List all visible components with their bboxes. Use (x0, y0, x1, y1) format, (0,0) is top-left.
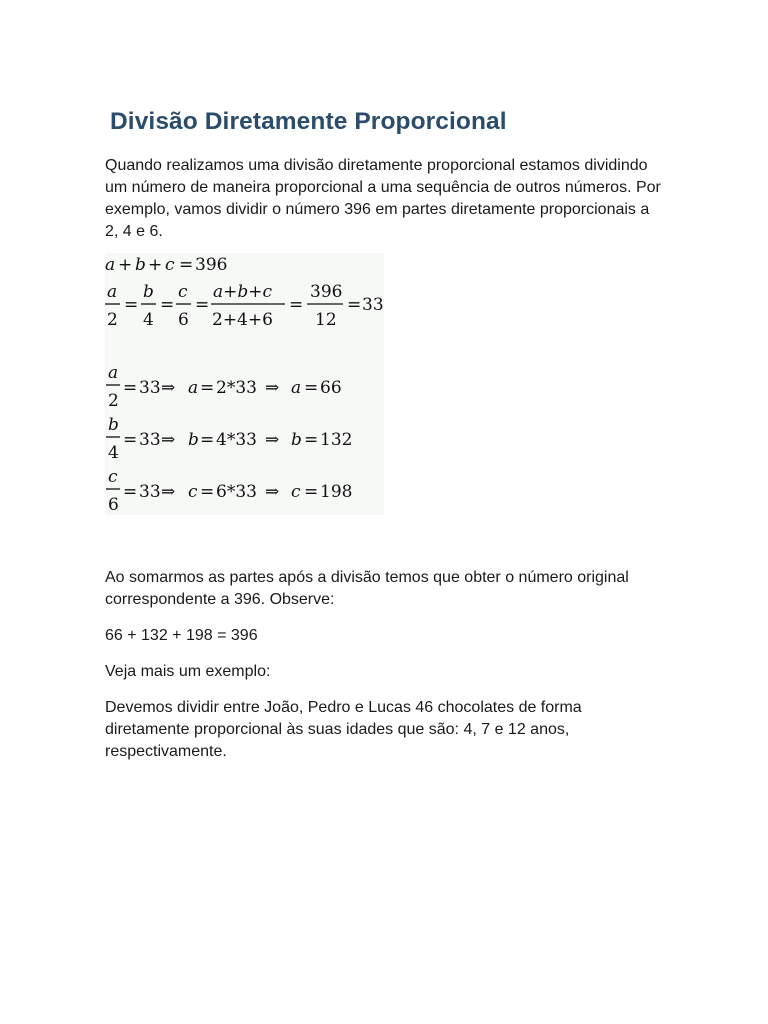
svg-text:=: = (347, 295, 362, 315)
svg-text:132: 132 (320, 430, 353, 450)
svg-text:33: 33 (139, 378, 161, 398)
svg-text:a: a (105, 255, 116, 275)
svg-text:b: b (291, 430, 302, 450)
svg-text:c: c (188, 482, 198, 502)
svg-text:2: 2 (107, 310, 118, 330)
svg-text:4: 4 (143, 310, 154, 330)
svg-text:c: c (108, 467, 118, 487)
svg-text:c: c (178, 282, 188, 302)
svg-text:⇒: ⇒ (265, 482, 280, 502)
math-equations-image (105, 253, 384, 515)
equation-solution-c (106, 467, 352, 515)
svg-text:b: b (188, 430, 199, 450)
svg-text:⇒: ⇒ (161, 378, 176, 398)
svg-text:a+b+c: a+b+c (213, 282, 273, 302)
svg-text:6: 6 (108, 495, 119, 515)
sum-verification: 66 + 132 + 198 = 396 (105, 627, 258, 644)
equation-sum (105, 255, 227, 275)
svg-text:c: c (165, 255, 175, 275)
svg-text:=: = (304, 482, 319, 502)
svg-text:12: 12 (315, 310, 337, 330)
svg-text:a: a (108, 363, 119, 383)
svg-text:⇒: ⇒ (161, 482, 176, 502)
svg-text:2+4+6: 2+4+6 (212, 310, 273, 330)
intro-paragraph: Quando realizamos uma divisão diretamente proporcional estamos dividindo um número de maneira proporcional a uma sequência de outros números. Por exemplo, vamos dividir o número 396 em partes diretamente proporcionais a 2, 4 e 6. (105, 157, 661, 240)
svg-text:⇒: ⇒ (265, 430, 280, 450)
svg-text:a: a (291, 378, 302, 398)
svg-text:+: + (148, 255, 163, 275)
svg-text:33: 33 (139, 482, 161, 502)
svg-text:2: 2 (108, 391, 119, 411)
example-paragraph: Devemos dividir entre João, Pedro e Lucas 46 chocolates de forma diretamente proporcional às suas idades que são: 4, 7 e 12 anos, respectivamente. (105, 699, 582, 760)
svg-text:=: = (124, 295, 139, 315)
svg-text:=: = (200, 430, 215, 450)
svg-text:396: 396 (195, 255, 228, 275)
equation-solution-b (106, 415, 352, 463)
svg-text:=: = (200, 482, 215, 502)
svg-text:=: = (200, 378, 215, 398)
svg-text:=: = (304, 430, 319, 450)
svg-text:=: = (179, 255, 194, 275)
document-page (105, 100, 665, 763)
svg-text:a: a (107, 282, 118, 302)
svg-text:198: 198 (320, 482, 353, 502)
svg-text:2*33: 2*33 (216, 378, 257, 398)
svg-text:33: 33 (362, 295, 384, 315)
svg-text:=: = (195, 295, 210, 315)
svg-text:4: 4 (108, 443, 119, 463)
svg-text:66: 66 (320, 378, 342, 398)
svg-text:a: a (188, 378, 199, 398)
svg-text:b: b (135, 255, 146, 275)
equation-proportion (105, 282, 384, 330)
equation-solution-a (106, 363, 342, 411)
svg-text:=: = (123, 378, 138, 398)
svg-text:=: = (304, 378, 319, 398)
svg-text:⇒: ⇒ (161, 430, 176, 450)
another-example-heading: Veja mais um exemplo: (105, 663, 271, 680)
svg-text:=: = (123, 482, 138, 502)
svg-text:=: = (160, 295, 175, 315)
svg-text:+: + (118, 255, 133, 275)
page-title: Divisão Diretamente Proporcional (110, 108, 507, 135)
svg-text:4*33: 4*33 (216, 430, 257, 450)
svg-text:6: 6 (178, 310, 189, 330)
svg-text:33: 33 (139, 430, 161, 450)
svg-text:c: c (291, 482, 301, 502)
svg-text:6*33: 6*33 (216, 482, 257, 502)
after-math-paragraph: Ao somarmos as partes após a divisão temos que obter o número original correspondente a 396. Observe: (105, 569, 629, 608)
svg-text:⇒: ⇒ (265, 378, 280, 398)
svg-text:=: = (123, 430, 138, 450)
svg-text:b: b (143, 282, 154, 302)
svg-text:b: b (108, 415, 119, 435)
svg-text:396: 396 (310, 282, 343, 302)
svg-text:=: = (289, 295, 304, 315)
